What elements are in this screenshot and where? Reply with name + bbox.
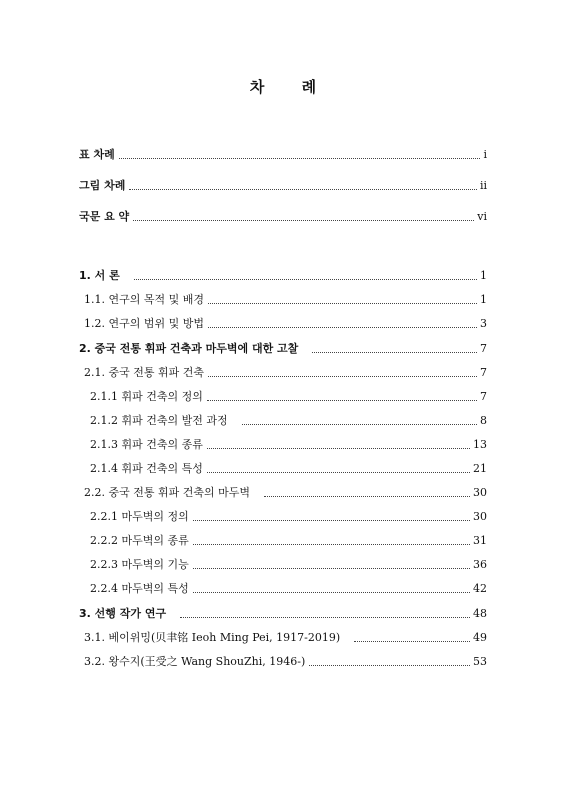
dot-leader [208, 376, 477, 377]
toc-entry-abstract[interactable] [79, 208, 487, 224]
toc-entry-page: 7 [480, 342, 487, 355]
dot-leader [242, 424, 477, 425]
dot-leader [193, 544, 470, 545]
toc-entry-figure-list[interactable] [79, 177, 487, 193]
toc-entry-page: 31 [473, 534, 487, 547]
toc-entry-label: 2.1.1 휘파 건축의 정의 [90, 390, 203, 403]
dot-leader [354, 641, 470, 642]
toc-entry-subsection[interactable] [90, 388, 487, 404]
toc-entry-page: 3 [480, 317, 487, 330]
toc-entry-page: 1 [480, 293, 487, 306]
toc-entry-page: 13 [473, 438, 487, 451]
toc-entry-section[interactable] [84, 315, 487, 331]
toc-entry-label: 2.1.2 휘파 건축의 발전 과정 [90, 414, 228, 427]
dot-leader [207, 472, 470, 473]
page-title [0, 76, 566, 97]
dot-leader [207, 400, 477, 401]
dot-leader [119, 158, 481, 159]
dot-leader [193, 520, 470, 521]
dot-leader [264, 496, 470, 497]
toc-entry-page: 30 [473, 486, 487, 499]
toc-entry-label: 3.2. 왕수지(王受之 Wang ShouZhi, 1946-) [84, 655, 306, 668]
toc-entry-label: 표 차례 [79, 148, 115, 161]
toc-entry-label: 2.1. 중국 전통 휘파 건축 [84, 366, 204, 379]
dot-leader [134, 279, 477, 280]
toc-entry-label: 2.2.2 마두벽의 종류 [90, 534, 189, 547]
dot-leader [208, 303, 477, 304]
dot-leader [193, 592, 470, 593]
toc-entry-section[interactable] [84, 364, 487, 380]
toc-entry-section[interactable] [84, 653, 487, 669]
toc-entry-section[interactable] [84, 291, 487, 307]
toc-entry-label: 3. 선행 작가 연구 [79, 607, 167, 620]
toc-entry-subsection[interactable] [90, 532, 487, 548]
toc-entry-label: 그림 차례 [79, 179, 126, 192]
toc-entry-page: 49 [473, 631, 487, 644]
toc-entry-section[interactable] [84, 629, 487, 645]
title-char-2: 례 [301, 78, 317, 96]
toc-entry-page: 7 [480, 390, 487, 403]
toc-entry-subsection[interactable] [90, 580, 487, 596]
toc-entry-chapter[interactable] [79, 605, 487, 621]
toc-entry-label: 2.1.4 휘파 건축의 특성 [90, 462, 203, 475]
dot-leader [309, 665, 470, 666]
toc-entry-subsection[interactable] [90, 556, 487, 572]
toc-entry-subsection[interactable] [90, 460, 487, 476]
toc-entry-page: 30 [473, 510, 487, 523]
toc-entry-page: ii [479, 179, 487, 192]
dot-leader [208, 327, 477, 328]
toc-entry-table-list[interactable] [79, 146, 487, 162]
toc-entry-label: 2.2.3 마두벽의 기능 [90, 558, 189, 571]
toc-entry-label: 2.2. 중국 전통 휘파 건축의 마두벽 [84, 486, 250, 499]
title-char-1: 차 [249, 78, 265, 96]
toc-entry-subsection[interactable] [90, 412, 487, 428]
dot-leader [207, 448, 470, 449]
toc-entry-page: 42 [473, 582, 487, 595]
toc-entry-page: 1 [480, 269, 487, 282]
toc-entry-chapter[interactable] [79, 340, 487, 356]
toc-entry-subsection[interactable] [90, 508, 487, 524]
toc-entry-page: 53 [473, 655, 487, 668]
toc-entry-page: i [483, 148, 487, 161]
toc-entry-label: 2.2.1 마두벽의 정의 [90, 510, 189, 523]
dot-leader [193, 568, 470, 569]
toc-entry-page: 48 [473, 607, 487, 620]
toc-entry-label: 1.1. 연구의 목적 및 배경 [84, 293, 204, 306]
toc-entry-section[interactable] [84, 484, 487, 500]
toc-entry-label: 국문 요 약 [79, 210, 130, 223]
toc-entry-page: 8 [480, 414, 487, 427]
toc-entry-subsection[interactable] [90, 436, 487, 452]
toc-entry-label: 2. 중국 전통 휘파 건축과 마두벽에 대한 고찰 [79, 342, 299, 355]
toc-entry-page: 7 [480, 366, 487, 379]
toc-entry-page: 36 [473, 558, 487, 571]
toc-entry-label: 3.1. 베이위밍(贝聿铭 Ieoh Ming Pei, 1917-2019) [84, 631, 341, 644]
toc-entry-page: vi [477, 210, 487, 223]
toc-entry-chapter[interactable] [79, 267, 487, 283]
dot-leader [129, 189, 477, 190]
toc-entry-label: 1. 서 론 [79, 269, 120, 282]
dot-leader [180, 617, 470, 618]
dot-leader [133, 220, 474, 221]
toc-entry-page: 21 [473, 462, 487, 475]
toc-entry-label: 1.2. 연구의 범위 및 방법 [84, 317, 204, 330]
dot-leader [312, 352, 477, 353]
toc-entry-label: 2.2.4 마두벽의 특성 [90, 582, 189, 595]
toc-entry-label: 2.1.3 휘파 건축의 종류 [90, 438, 203, 451]
